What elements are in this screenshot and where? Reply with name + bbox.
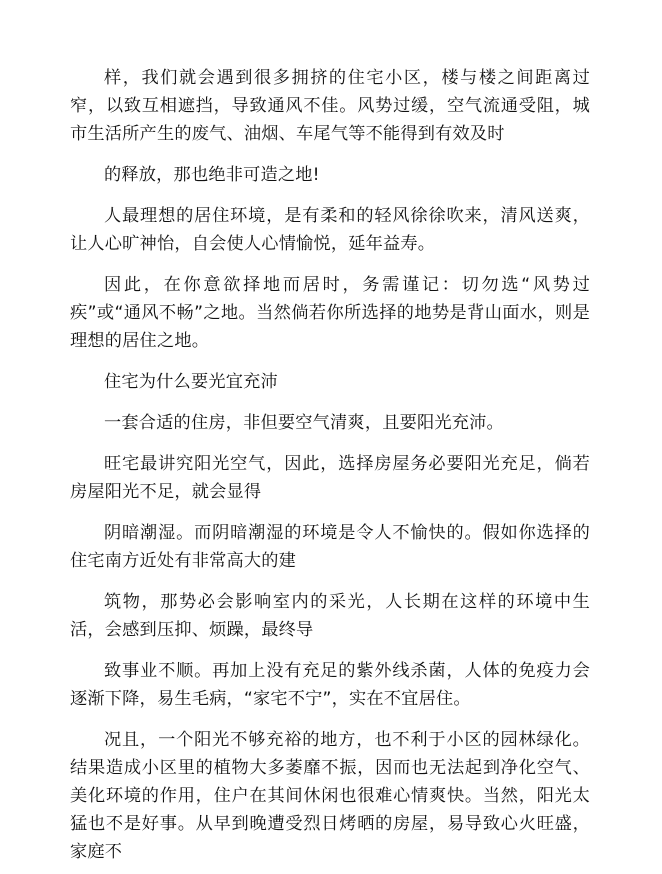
paragraph-crowded-housing: 样，我们就会遇到很多拥挤的住宅小区，楼与楼之间距离过窄，以致互相遮挡，导致通风不佳。风势过缓，空气流通受阻，城市生活所产生的废气、油烟、车尾气等不能得到有效及时 <box>70 68 590 144</box>
paragraph-ideal-environment: 人最理想的居住环境，是有柔和的轻风徐徐吹来，清风送爽，让人心旷神怡，自会使人心情愉悦，延年益寿。 <box>70 206 590 254</box>
section-heading-sunlight: 住宅为什么要光宜充沛 <box>104 372 278 392</box>
paragraph-choose-land: 因此，在你意欲择地而居时，务需谨记：切勿选“风势过疾”或“通风不畅”之地。当然倘若你所选择的地势是背山面水，则是理想的居住之地。 <box>70 275 590 351</box>
document-page <box>70 64 590 874</box>
paragraph-sunlight-important: 旺宅最讲究阳光空气，因此，选择房屋务必要阳光充足，倘若房屋阳光不足，就会显得 <box>70 454 590 502</box>
paragraph-buildings: 筑物，那势必会影响室内的采光，人长期在这样的环境中生活，会感到压抑、烦躁，最终导 <box>70 592 590 640</box>
paragraph-greening: 况且，一个阳光不够充裕的地方，也不利于小区的园林绿化。结果造成小区里的植物大多萎靡不振，因而也无法起到净化空气、美化环境的作用，住户在其间休闲也很难心情爽快。当然，阳光太猛也不是好事。从早到晚遭受烈日烤晒的房屋，易导致心火旺盛，家庭不 <box>70 730 590 862</box>
paragraph-air-and-sun: 一套合适的住房，非但要空气清爽，且要阳光充沛。 <box>104 413 504 433</box>
paragraph-dampness: 阴暗潮湿。而阴暗潮湿的环境是令人不愉快的。假如你选择的住宅南方近处有非常高大的建 <box>70 523 590 571</box>
paragraph-immunity: 致事业不顺。再加上没有充足的紫外线杀菌，人体的免疫力会逐渐下降，易生毛病，“家宅不宁”，实在不宜居住。 <box>70 661 590 709</box>
paragraph-release: 的释放，那也绝非可造之地! <box>104 165 320 185</box>
